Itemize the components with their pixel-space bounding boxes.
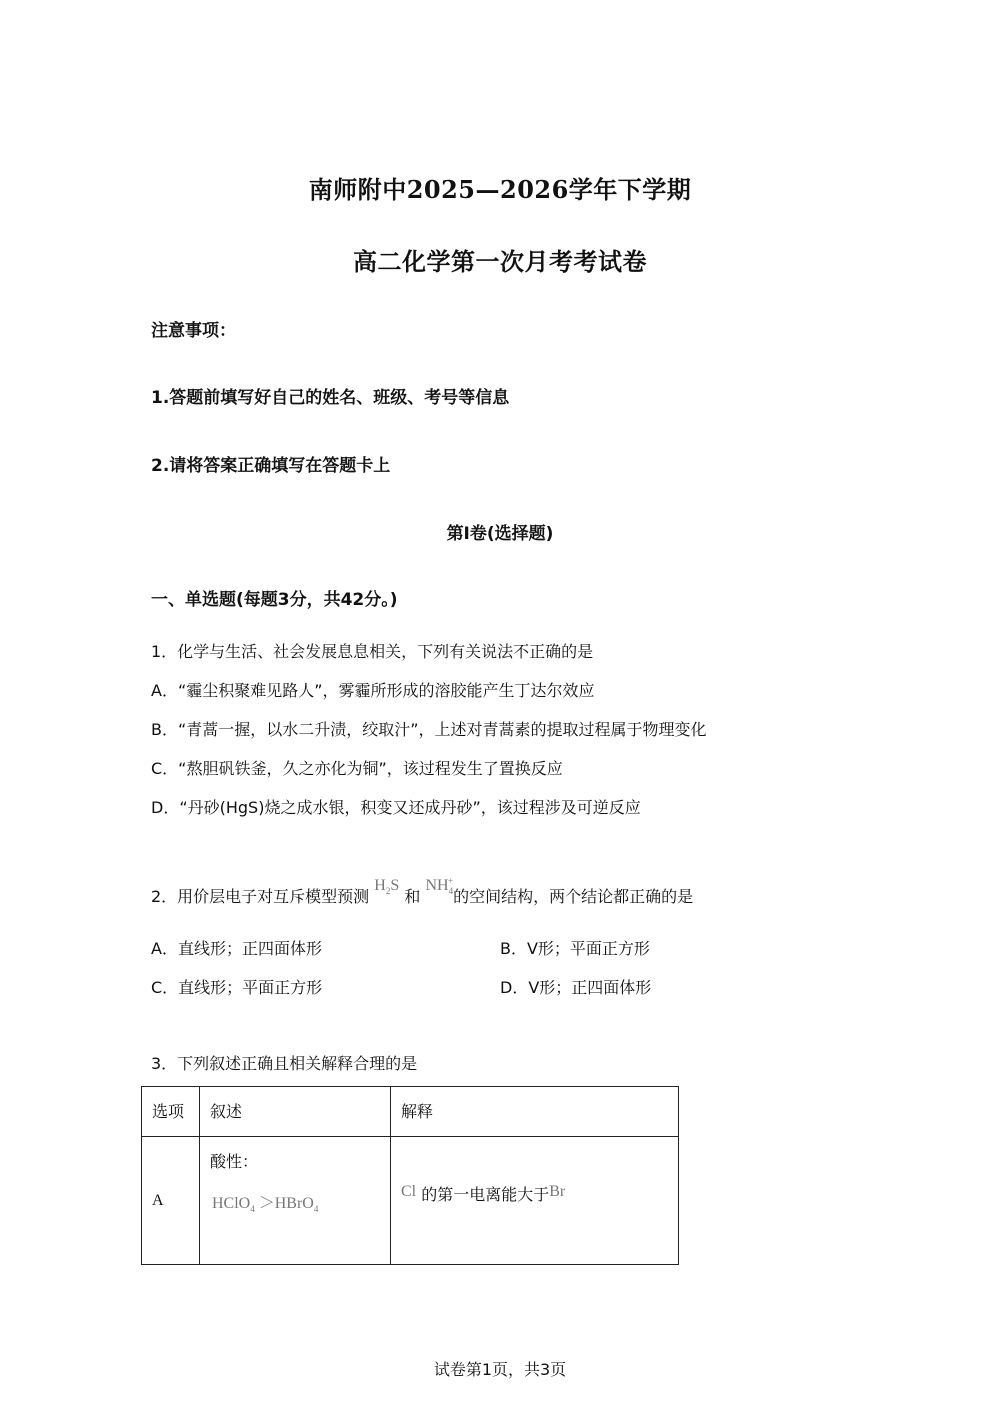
notice-item-1: 1.答题前填写好自己的姓名、班级、考号等信息: [151, 388, 510, 408]
header-option-cell: 选项: [142, 1087, 200, 1137]
row-a-label-cell: A: [142, 1137, 200, 1265]
q3-table: [141, 1086, 679, 1265]
q2-stem: [151, 875, 694, 908]
explanation-text: 的第一电离能大于: [421, 1185, 550, 1204]
q2-option-a: A．直线形；正四面体形: [151, 939, 322, 958]
volume-heading: 第I卷(选择题): [446, 524, 554, 544]
table-header-row: [142, 1087, 679, 1137]
formula-nh4: $NH_4^+$: [425, 875, 454, 897]
header-explanation-cell: 解释: [391, 1087, 679, 1137]
statement-label: 酸性：: [210, 1152, 259, 1171]
q2-stem-post: 的空间结构，两个结论都正确的是: [453, 887, 694, 906]
q2-option-c: C．直线形；平面正方形: [151, 978, 323, 997]
q1-option-b: B．“青蒿一握，以水二升渍，绞取汁”，上述对青蒿素的提取过程属于物理变化: [151, 720, 707, 739]
q1-stem: 1．化学与生活、社会发展息息相关，下列有关说法不正确的是: [151, 642, 594, 661]
formula-br: Br: [549, 1183, 566, 1200]
notice-item-2: 2.请将答案正确填写在答题卡上: [151, 456, 391, 476]
row-a-statement-cell: [200, 1137, 391, 1265]
formula-acid-compare: HClO$_4$ ＞HBrO$_4$: [212, 1195, 319, 1215]
table-row: [142, 1137, 679, 1265]
q2-option-d: D．V形；正四面体形: [500, 978, 652, 997]
part-title: 一、单选题(每题3分，共42分。): [151, 590, 398, 610]
q2-stem-pre: 2．用价层电子对互斥模型预测: [151, 887, 370, 906]
notice-heading: 注意事项：: [151, 321, 236, 341]
q1-option-c: C．“熬胆矾铁釜，久之亦化为铜”，该过程发生了置换反应: [151, 759, 563, 778]
q2-option-b: B．V形；平面正方形: [500, 939, 650, 958]
q2-and: 和: [404, 887, 421, 906]
exam-title-line2: 高二化学第一次月考考试卷: [353, 247, 647, 276]
q1-option-d: D．“丹砂(HgS)烧之成水银，积变又还成丹砂”，该过程涉及可逆反应: [151, 798, 641, 817]
page-footer: 试卷第1页，共3页: [433, 1360, 567, 1379]
q3-stem: 3．下列叙述正确且相关解释合理的是: [151, 1054, 418, 1073]
exam-title-line1: 南师附中2025—2026学年下学期: [308, 175, 692, 204]
formula-h2s: $H_2S$: [374, 877, 400, 897]
header-statement-cell: 叙述: [200, 1087, 391, 1137]
q1-option-a: A．“霾尘积聚难见路人”，雾霾所形成的溶胶能产生丁达尔效应: [151, 681, 595, 700]
row-a-explanation-cell: [391, 1137, 679, 1265]
formula-cl: Cl: [401, 1183, 417, 1200]
